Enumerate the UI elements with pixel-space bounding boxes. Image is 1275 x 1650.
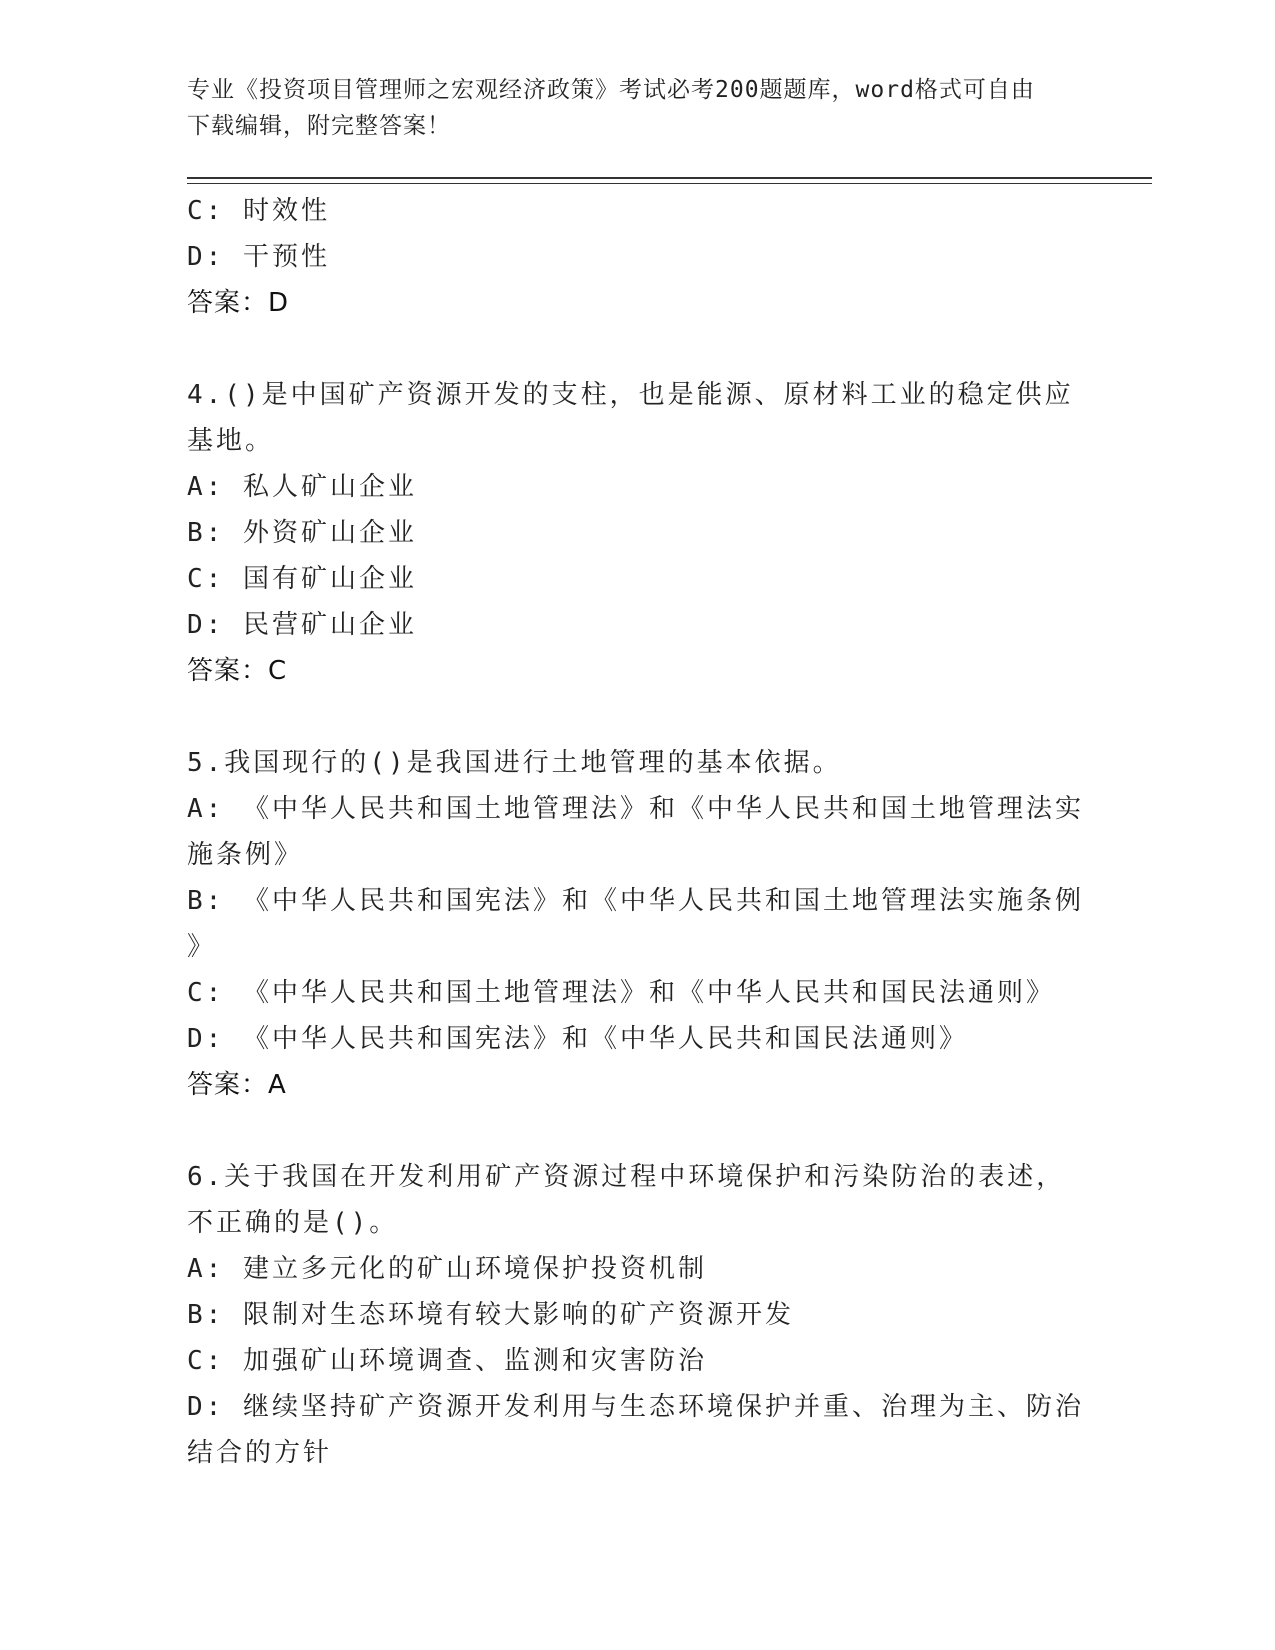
option-a: A: 私人矿山企业 bbox=[187, 472, 417, 502]
spacer bbox=[187, 326, 1067, 372]
question-stem-cont: 不正确的是()。 bbox=[187, 1208, 399, 1238]
option-c: C: 加强矿山环境调查、监测和灾害防治 bbox=[187, 1346, 707, 1376]
answer-label: 答案：C bbox=[187, 656, 288, 686]
header-line-2: 下载编辑，附完整答案！ bbox=[187, 113, 451, 139]
option-d: D: 干预性 bbox=[187, 242, 330, 272]
option-b: B: 《中华人民共和国宪法》和《中华人民共和国土地管理法实施条例 bbox=[187, 886, 1084, 916]
answer-label: 答案：D bbox=[187, 288, 290, 318]
document-header bbox=[187, 72, 1067, 144]
question-stem: 5.我国现行的()是我国进行土地管理的基本依据。 bbox=[187, 748, 842, 778]
spacer bbox=[187, 694, 1067, 740]
option-a: A: 建立多元化的矿山环境保护投资机制 bbox=[187, 1254, 707, 1284]
question-6 bbox=[187, 1154, 1084, 1476]
spacer bbox=[187, 1108, 1067, 1154]
question-stem: 6.关于我国在开发利用矿产资源过程中环境保护和污染防治的表述， bbox=[187, 1162, 1066, 1192]
option-d: D: 继续坚持矿产资源开发利用与生态环境保护并重、治理为主、防治 bbox=[187, 1392, 1084, 1422]
question-list bbox=[187, 188, 1084, 1476]
option-c: C: 时效性 bbox=[187, 196, 330, 226]
question-stem: 4.()是中国矿产资源开发的支柱，也是能源、原材料工业的稳定供应 bbox=[187, 380, 1074, 410]
option-c: C: 《中华人民共和国土地管理法》和《中华人民共和国民法通则》 bbox=[187, 978, 1055, 1008]
option-b: B: 限制对生态环境有较大影响的矿产资源开发 bbox=[187, 1300, 794, 1330]
option-d: D: 民营矿山企业 bbox=[187, 610, 417, 640]
question-3 bbox=[187, 188, 1067, 326]
option-d-cont: 结合的方针 bbox=[187, 1438, 333, 1468]
option-b: B: 外资矿山企业 bbox=[187, 518, 417, 548]
option-d: D: 《中华人民共和国宪法》和《中华人民共和国民法通则》 bbox=[187, 1024, 968, 1054]
question-4 bbox=[187, 372, 1074, 694]
answer-label: 答案：A bbox=[187, 1070, 287, 1100]
option-a: A: 《中华人民共和国土地管理法》和《中华人民共和国土地管理法实 bbox=[187, 794, 1084, 824]
header-rule-thin bbox=[187, 183, 1152, 184]
header-rule-thick bbox=[187, 177, 1152, 179]
question-5 bbox=[187, 740, 1084, 1108]
header-line-1: 专业《投资项目管理师之宏观经济政策》考试必考200题题库，word格式可自由 bbox=[187, 77, 1035, 103]
option-b-cont: 》 bbox=[187, 932, 217, 962]
option-c: C: 国有矿山企业 bbox=[187, 564, 417, 594]
question-stem-cont: 基地。 bbox=[187, 426, 275, 456]
option-a-cont: 施条例》 bbox=[187, 840, 304, 870]
